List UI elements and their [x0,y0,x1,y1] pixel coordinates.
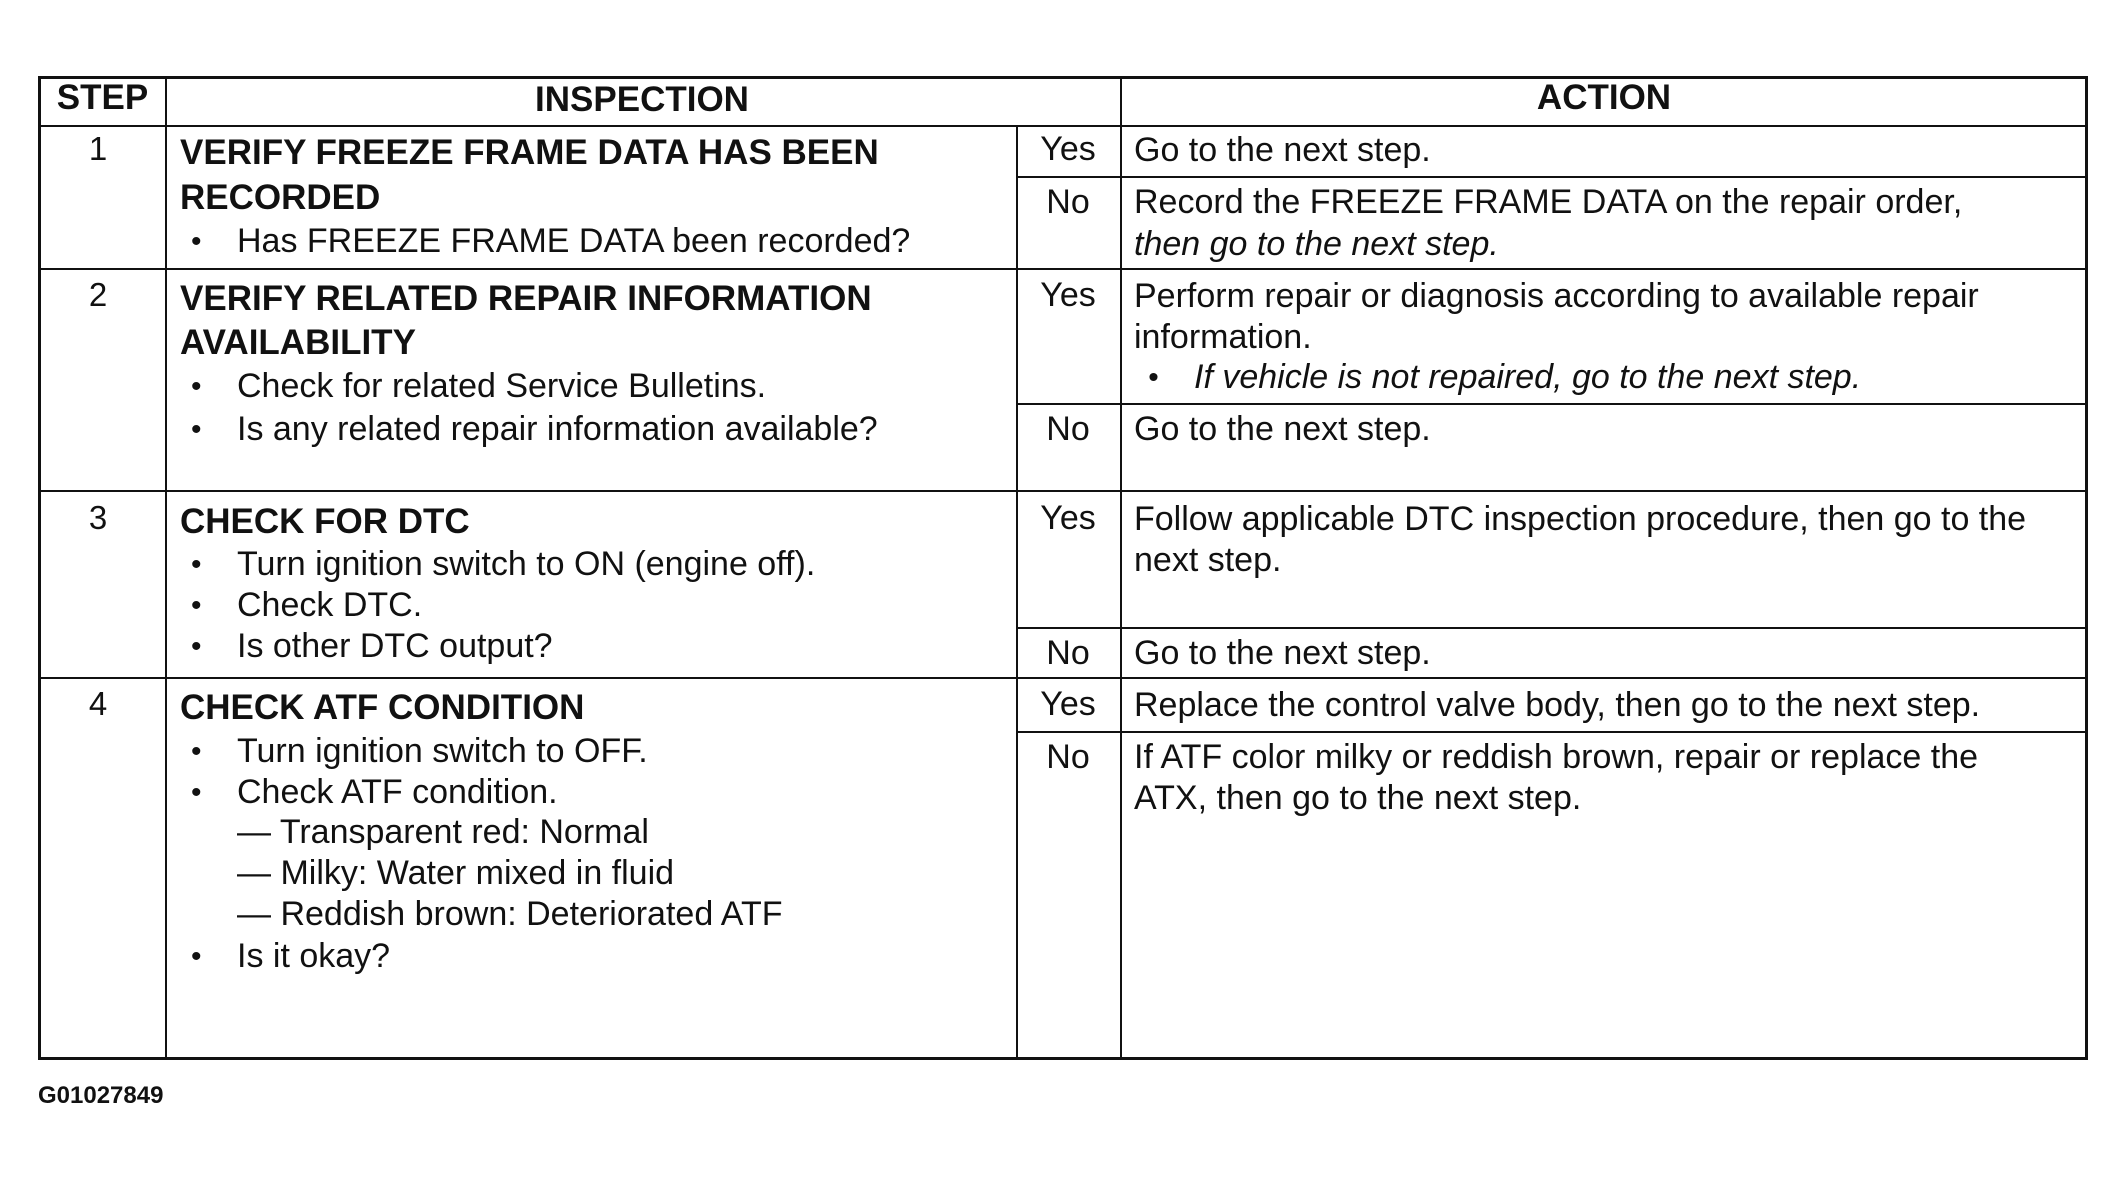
grid-line [38,677,2088,679]
grid-line [1016,731,2088,733]
inspection-sub-item: — Reddish brown: Deteriorated ATF [237,895,783,933]
inspection-bullet: • Is it okay? [237,936,390,977]
action-text: ATX, then go to the next step. [1134,779,1582,817]
inspection-title: VERIFY RELATED REPAIR INFORMATION [180,279,872,318]
action-text: Go to the next step. [1134,634,1431,672]
grid-line [1120,76,1122,1060]
header-inspection: INSPECTION [535,80,749,119]
inspection-title: CHECK ATF CONDITION [180,688,585,727]
action-sub-bullet: • If vehicle is not repaired, go to the next step. [1194,357,1861,398]
answer-no: No [1046,738,1090,776]
grid-line [165,76,167,1060]
grid-line [1016,126,1018,1060]
action-text: If ATF color milky or reddish brown, repair or replace the [1134,738,1979,776]
inspection-bullet: • Is other DTC output? [237,626,553,667]
inspection-sub-item: — Transparent red: Normal [237,813,649,851]
inspection-sub-item: — Milky: Water mixed in fluid [237,854,675,892]
step-number: 2 [88,276,108,313]
action-text: Replace the control valve body, then go to the next step. [1134,686,1981,724]
grid-line [38,490,2088,492]
inspection-bullet: • Check DTC. [237,585,422,626]
inspection-bullet: • Check for related Service Bulletins. [237,366,766,407]
grid-line [38,268,2088,270]
figure-id: G01027849 [38,1082,164,1109]
action-text: then go to the next step. [1134,225,1499,263]
action-text: next step. [1134,541,1282,579]
inspection-bullet: • Check ATF condition. [237,772,558,813]
inspection-bullet: • Turn ignition switch to ON (engine off). [237,544,815,585]
inspection-bullet: • Has FREEZE FRAME DATA been recorded? [237,221,910,262]
step-number: 3 [88,499,108,536]
grid-line [1016,627,2088,629]
grid-line [38,125,2088,127]
answer-yes: Yes [1040,276,1096,314]
answer-no: No [1046,183,1090,221]
inspection-title: CHECK FOR DTC [180,502,470,541]
action-text: Follow applicable DTC inspection procedure, then go to the [1134,500,2027,538]
inspection-bullet: • Turn ignition switch to OFF. [237,731,648,772]
action-text: Record the FREEZE FRAME DATA on the repair order, [1134,183,1963,221]
header-action: ACTION [1536,78,1672,117]
action-text: information. [1134,318,1312,356]
inspection-title: AVAILABILITY [180,323,416,362]
grid-line [1016,176,2088,178]
inspection-title: RECORDED [180,178,381,217]
action-text: Perform repair or diagnosis according to available repair [1134,277,1979,315]
answer-no: No [1046,634,1090,672]
action-text: Go to the next step. [1134,410,1431,448]
answer-yes: Yes [1040,499,1096,537]
step-number: 1 [88,130,108,167]
step-number: 4 [88,685,108,722]
grid-line [1016,403,2088,405]
action-text: Go to the next step. [1134,131,1431,169]
answer-no: No [1046,410,1090,448]
inspection-title: VERIFY FREEZE FRAME DATA HAS BEEN [180,133,879,172]
answer-yes: Yes [1040,685,1096,723]
answer-yes: Yes [1040,130,1096,168]
header-step: STEP [56,78,149,117]
inspection-bullet: • Is any related repair information available? [237,409,878,450]
